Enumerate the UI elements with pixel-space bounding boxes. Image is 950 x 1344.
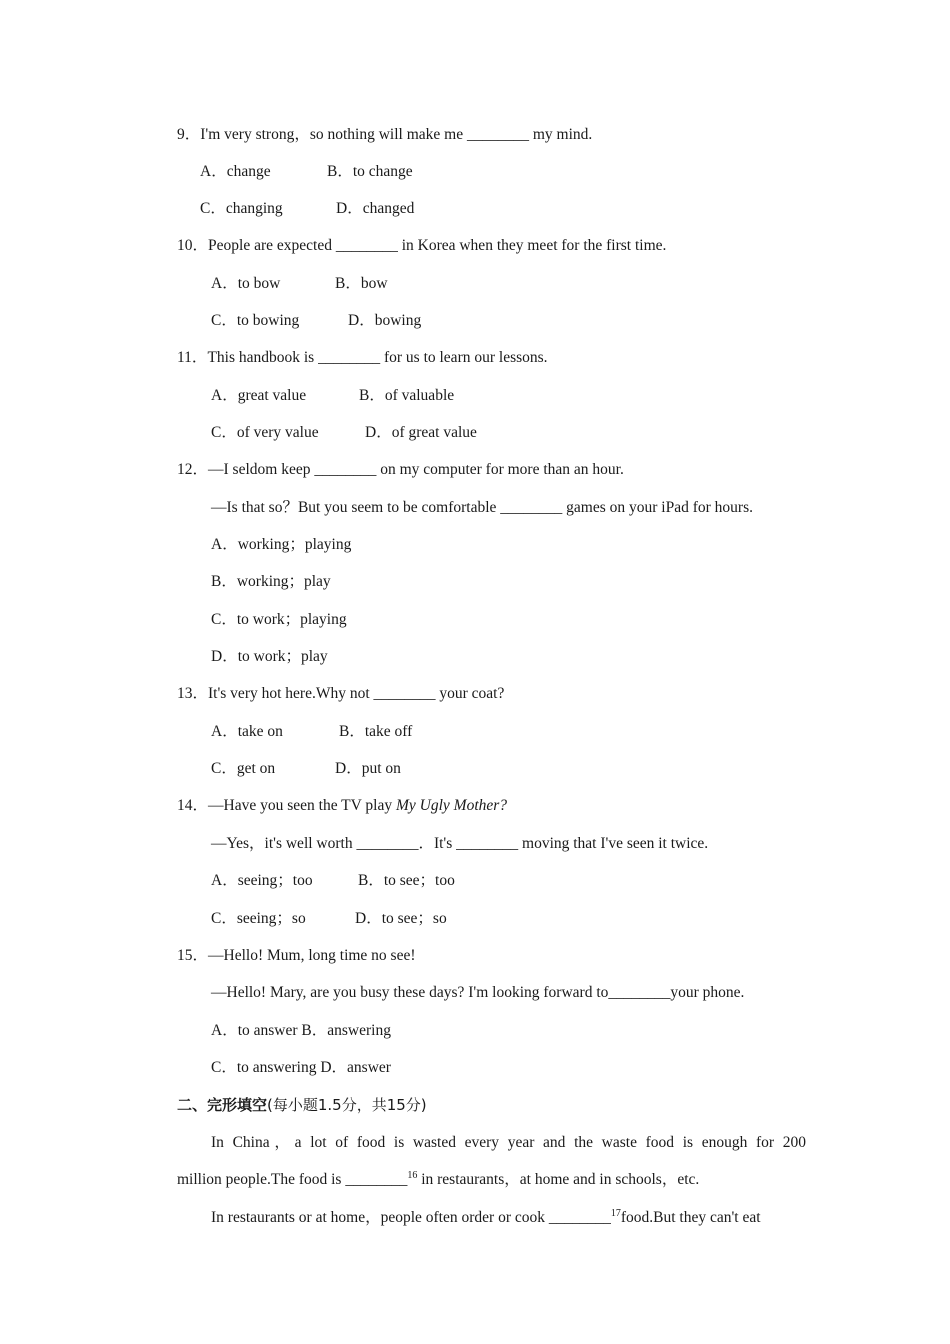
question-12-stem-reply: —Is that so？But you seem to be comfortable ________ games on your iPad for hours. — [211, 499, 753, 516]
option-c[interactable]: C．to bowing — [211, 312, 300, 329]
option-d[interactable]: D．of great value — [365, 424, 477, 441]
tv-play-title: My Ugly Mother? — [395, 797, 508, 814]
blank-number-16: 16 — [407, 1170, 418, 1181]
question-15-options-row-2[interactable]: C．to answering D．answer — [211, 1059, 391, 1076]
option-b[interactable]: B．bow — [335, 275, 388, 292]
question-12-option-d[interactable]: D．to work；play — [211, 648, 328, 665]
passage-paragraph-2-line-1: In restaurants or at home，people often order or cook ________$^{17}$food.But they can't eat — [211, 1208, 761, 1226]
question-10-stem: 10．People are expected ________ in Korea when they meet for the first time. — [177, 237, 667, 254]
question-11-options-row-2 — [211, 423, 477, 443]
option-d[interactable]: D．to see；so — [355, 910, 447, 927]
option-c[interactable]: C．get on — [211, 760, 276, 777]
section-heading — [177, 1095, 427, 1115]
question-10-options-row-2 — [211, 311, 421, 331]
question-12-option-c[interactable]: C．to work；playing — [211, 611, 347, 628]
question-12-option-a[interactable]: A．working；playing — [211, 536, 352, 553]
option-a[interactable]: A．take on — [211, 723, 283, 740]
question-9-options-row-1 — [200, 162, 413, 182]
question-14-stem-reply: —Yes，it's well worth ________．It's ________ moving that I've seen it twice. — [211, 835, 709, 852]
question-11-stem: 11．This handbook is ________ for us to learn our lessons. — [177, 349, 548, 366]
option-b[interactable]: B．of valuable — [359, 387, 455, 404]
question-13-options-row-1 — [211, 722, 412, 742]
question-13-options-row-2 — [211, 759, 401, 779]
blank-number-17: 17 — [610, 1208, 621, 1219]
question-12-option-b[interactable]: B．working；play — [211, 573, 331, 590]
option-c[interactable]: C．of very value — [211, 424, 319, 441]
option-d[interactable]: D．put on — [335, 760, 401, 777]
question-9-stem: 9．I'm very strong，so nothing will make me ________ my mind. — [177, 126, 593, 143]
option-b[interactable]: B．take off — [339, 723, 413, 740]
question-14-options-row-2 — [211, 909, 447, 929]
question-13-stem: 13．It's very hot here.Why not ________ your coat? — [177, 685, 505, 702]
option-d[interactable]: D．bowing — [348, 312, 422, 329]
question-9-options-row-2 — [200, 199, 414, 219]
question-15-stem-reply: —Hello! Mary, are you busy these days? I'm looking forward to________your phone. — [211, 984, 745, 1001]
question-11-options-row-1 — [211, 386, 454, 406]
question-14-stem: 14．—Have you seen the TV play My Ugly Mother? — [177, 797, 508, 814]
question-14-options-row-1 — [211, 871, 455, 891]
option-a[interactable]: A．great value — [211, 387, 307, 404]
question-15-stem: 15．—Hello! Mum, long time no see! — [177, 947, 416, 964]
question-10-options-row-1 — [211, 274, 388, 294]
passage-paragraph-1-line-2: million people.The food is ________$^{16}$ in restaurants，at home and in schools，etc. — [177, 1170, 700, 1188]
option-b[interactable]: B．to change — [327, 163, 413, 180]
passage-paragraph-1-line-1: In China，a lot of food is wasted every year and the waste food is enough for 200 — [211, 1134, 806, 1151]
option-d[interactable]: D．changed — [336, 200, 415, 217]
section-title: 二、完形填空 — [177, 1096, 268, 1114]
question-15-options-row-1[interactable]: A．to answer B．answering — [211, 1022, 391, 1039]
option-a[interactable]: A．change — [200, 163, 271, 180]
option-c[interactable]: C．seeing；so — [211, 910, 306, 927]
option-a[interactable]: A．to bow — [211, 275, 281, 292]
question-12-stem: 12．—I seldom keep ________ on my computer for more than an hour. — [177, 461, 624, 478]
option-b[interactable]: B．to see；too — [358, 872, 455, 889]
option-a[interactable]: A．seeing；too — [211, 872, 313, 889]
option-c[interactable]: C．changing — [200, 200, 283, 217]
section-scoring-note: (每小题1.5分，共15分) — [267, 1096, 427, 1114]
